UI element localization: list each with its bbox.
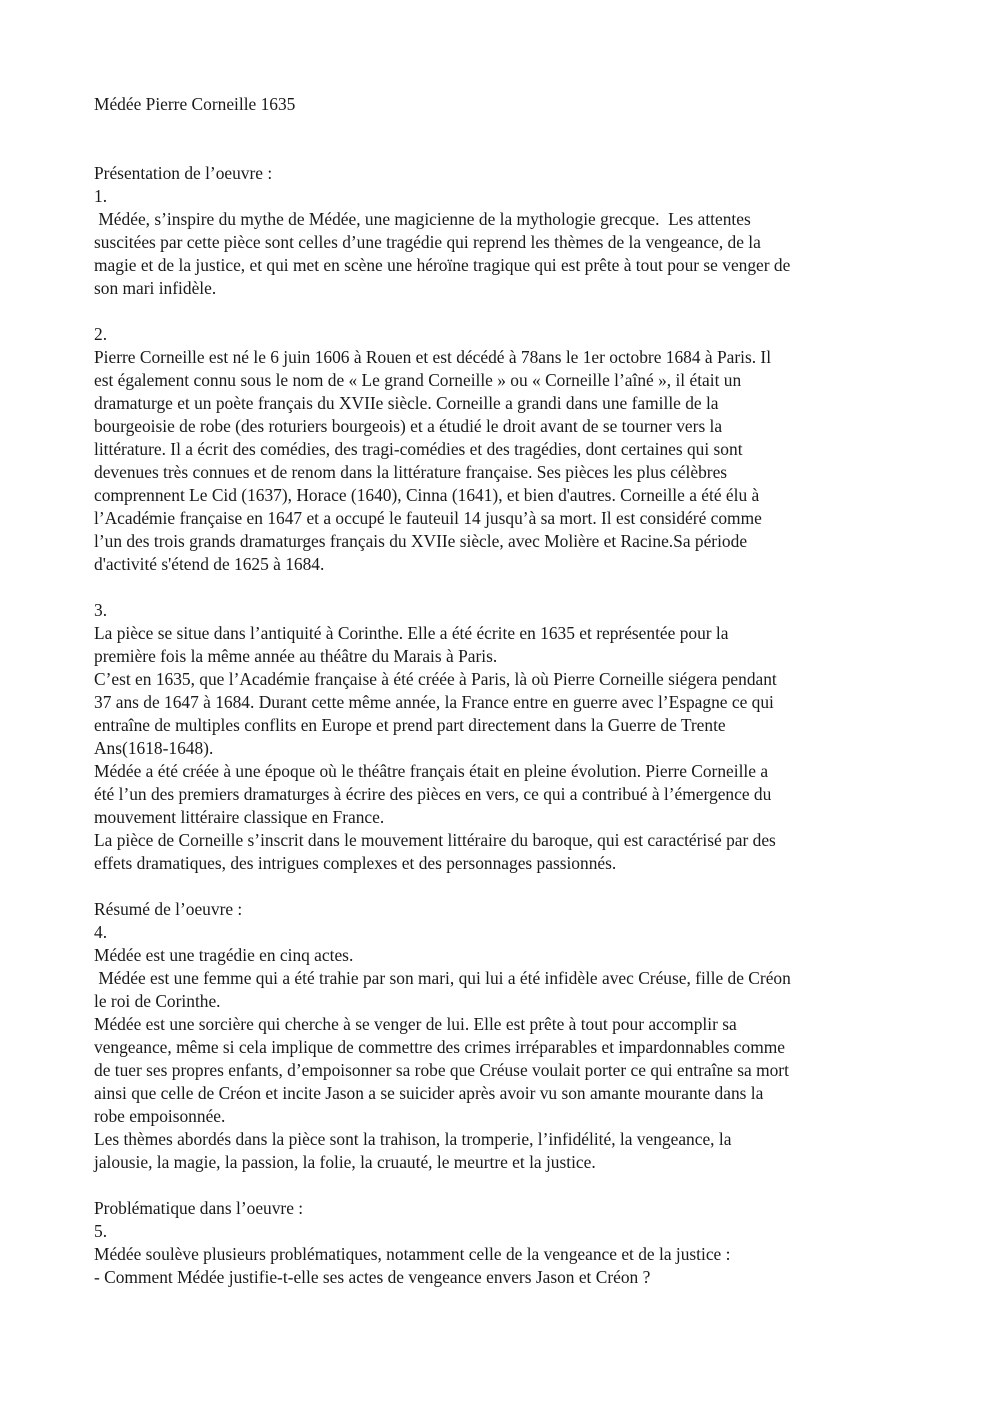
spacer	[94, 576, 914, 599]
paragraph-line: magie et de la justice, et qui met en scène une héroïne tragique qui est prête à tout pour se venger de	[94, 255, 791, 275]
spacer	[94, 139, 914, 162]
paragraph-line: ainsi que celle de Créon et incite Jason a se suicider après avoir vu son amante mourante dans la	[94, 1083, 764, 1103]
spacer	[94, 300, 914, 323]
paragraph-line: première fois la même année au théâtre du Marais à Paris.	[94, 646, 498, 666]
paragraph-line: son mari infidèle.	[94, 278, 217, 298]
paragraph-line: Pierre Corneille est né le 6 juin 1606 à Rouen et est décédé à 78ans le 1er octobre 1684 à Paris. Il	[94, 347, 772, 367]
paragraph-line: 37 ans de 1647 à 1684. Durant cette même année, la France entre en guerre avec l’Espagne ce qui	[94, 692, 774, 712]
paragraph-line: effets dramatiques, des intrigues complexes et des personnages passionnés.	[94, 853, 617, 873]
section-heading: Problématique dans l’oeuvre :	[94, 1198, 304, 1218]
paragraph-line: Les thèmes abordés dans la pièce sont la trahison, la tromperie, l’infidélité, la vengeance, la	[94, 1129, 732, 1149]
paragraph-line: le roi de Corinthe.	[94, 991, 221, 1011]
spacer	[94, 1174, 914, 1197]
item-number: 3.	[94, 600, 108, 620]
item-number: 4.	[94, 922, 108, 942]
paragraph-line: Ans(1618-1648).	[94, 738, 214, 758]
paragraph-line: suscitées par cette pièce sont celles d’une tragédie qui reprend les thèmes de la vengeance, de la	[94, 232, 761, 252]
paragraph-line: Médée est une sorcière qui cherche à se venger de lui. Elle est prête à tout pour accomplir sa	[94, 1014, 737, 1034]
paragraph-line: Médée est une tragédie en cinq actes.	[94, 945, 354, 965]
paragraph-line: devenues très connues et de renom dans la littérature française. Ses pièces les plus célèbres	[94, 462, 728, 482]
spacer	[94, 116, 914, 139]
paragraph-line: jalousie, la magie, la passion, la folie, la cruauté, le meurtre et la justice.	[94, 1152, 596, 1172]
paragraph-line: d'activité s'étend de 1625 à 1684.	[94, 554, 325, 574]
paragraph-line: été l’un des premiers dramaturges à écrire des pièces en vers, ce qui a contribué à l’émergence du	[94, 784, 772, 804]
section-heading: Présentation de l’oeuvre :	[94, 163, 273, 183]
paragraph-line: littérature. Il a écrit des comédies, des tragi-comédies et des tragédies, dont certaines qui sont	[94, 439, 743, 459]
paragraph-line: Médée a été créée à une époque où le théâtre français était en pleine évolution. Pierre Corneille a	[94, 761, 769, 781]
paragraph-line: est également connu sous le nom de « Le grand Corneille » ou « Corneille l’aîné », il était un	[94, 370, 742, 390]
paragraph-line: Médée est une femme qui a été trahie par son mari, qui lui a été infidèle avec Créuse, fille de Créon	[94, 968, 791, 988]
paragraph-line: bourgeoisie de robe (des roturiers bourgeois) et a étudié le droit avant de se tourner vers la	[94, 416, 723, 436]
paragraph-line: comprennent Le Cid (1637), Horace (1640), Cinna (1641), et bien d'autres. Corneille a été élu à	[94, 485, 760, 505]
item-number: 1.	[94, 186, 108, 206]
paragraph-line: vengeance, même si cela implique de commettre des crimes irréparables et impardonnables comme	[94, 1037, 785, 1057]
paragraph-line: mouvement littéraire classique en France.	[94, 807, 385, 827]
document-body	[94, 93, 914, 1289]
document-title: Médée Pierre Corneille 1635	[94, 94, 296, 114]
item-number: 2.	[94, 324, 108, 344]
paragraph-line: entraîne de multiples conflits en Europe et prend part directement dans la Guerre de Trente	[94, 715, 726, 735]
item-number: 5.	[94, 1221, 108, 1241]
paragraph-line: l’Académie française en 1647 et a occupé le fauteuil 14 jusqu’à sa mort. Il est considéré comme	[94, 508, 762, 528]
spacer	[94, 875, 914, 898]
paragraph-line: La pièce se situe dans l’antiquité à Corinthe. Elle a été écrite en 1635 et représentée pour la	[94, 623, 729, 643]
paragraph-line: robe empoisonnée.	[94, 1106, 226, 1126]
paragraph-line: dramaturge et un poète français du XVIIe siècle. Corneille a grandi dans une famille de la	[94, 393, 719, 413]
paragraph-line: - Comment Médée justifie-t-elle ses actes de vengeance envers Jason et Créon ?	[94, 1267, 651, 1287]
paragraph-line: Médée, s’inspire du mythe de Médée, une magicienne de la mythologie grecque. Les attentes	[94, 209, 751, 229]
section-heading: Résumé de l’oeuvre :	[94, 899, 243, 919]
paragraph-line: de tuer ses propres enfants, d’empoisonner sa robe que Créuse voulait porter ce qui entraîne sa mort	[94, 1060, 789, 1080]
paragraph-line: Médée soulève plusieurs problématiques, notamment celle de la vengeance et de la justice :	[94, 1244, 731, 1264]
paragraph-line: C’est en 1635, que l’Académie française à été créée à Paris, là où Pierre Corneille siégera pendant	[94, 669, 777, 689]
paragraph-line: La pièce de Corneille s’inscrit dans le mouvement littéraire du baroque, qui est caractérisé par des	[94, 830, 776, 850]
paragraph-line: l’un des trois grands dramaturges français du XVIIe siècle, avec Molière et Racine.Sa période	[94, 531, 748, 551]
